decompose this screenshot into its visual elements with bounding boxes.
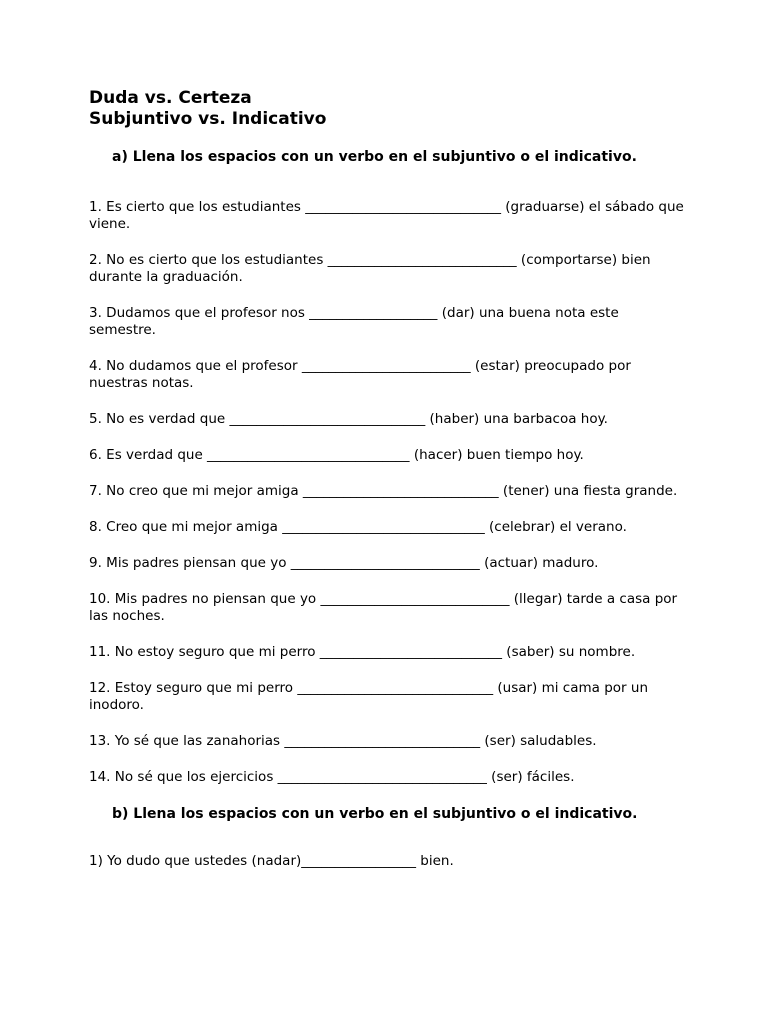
exercise-item-1: 1. Es cierto que los estudiantes _____________________________ (graduarse) el sábado que viene.: [89, 199, 684, 232]
exercise-item-14: 14. No sé que los ejercicios _______________________________ (ser) fáciles.: [89, 769, 575, 785]
exercise-item-7: 7. No creo que mi mejor amiga _____________________________ (tener) una fiesta grande.: [89, 483, 678, 499]
exercise-b-item-1: 1) Yo dudo que ustedes (nadar)_________________ bien.: [89, 853, 454, 869]
section-b-exercises: [89, 853, 688, 870]
exercise-item-3: 3. Dudamos que el profesor nos ___________________ (dar) una buena nota este semestre.: [89, 305, 619, 338]
exercise-item-13: 13. Yo sé que las zanahorias _____________________________ (ser) saludables.: [89, 733, 597, 749]
section-a-exercises: [89, 199, 688, 786]
exercise-item-5: 5. No es verdad que _____________________________ (haber) una barbacoa hoy.: [89, 411, 608, 427]
title-line-1: Duda vs. Certeza: [89, 88, 252, 108]
exercise-item-9: 9. Mis padres piensan que yo ____________________________ (actuar) maduro.: [89, 555, 599, 571]
exercise-item-2: 2. No es cierto que los estudiantes ____________________________ (comportarse) bien durante la graduación.: [89, 252, 651, 285]
exercise-item-11: 11. No estoy seguro que mi perro ___________________________ (saber) su nombre.: [89, 644, 636, 660]
exercise-item-10: 10. Mis padres no piensan que yo ____________________________ (llegar) tarde a casa por las noches.: [89, 591, 678, 624]
section-a-heading: a) Llena los espacios con un verbo en el subjuntivo o el indicativo.: [112, 149, 637, 165]
exercise-item-8: 8. Creo que mi mejor amiga ______________________________ (celebrar) el verano.: [89, 519, 627, 535]
title-line-2: Subjuntivo vs. Indicativo: [89, 109, 327, 129]
exercise-item-12: 12. Estoy seguro que mi perro _____________________________ (usar) mi cama por un inodoro.: [89, 680, 648, 713]
exercise-item-4: 4. No dudamos que el profesor _________________________ (estar) preocupado por nuestras notas.: [89, 358, 631, 391]
worksheet-title: [89, 88, 688, 130]
section-b-heading: b) Llena los espacios con un verbo en el subjuntivo o el indicativo.: [112, 806, 638, 822]
exercise-item-6: 6. Es verdad que ______________________________ (hacer) buen tiempo hoy.: [89, 447, 584, 463]
